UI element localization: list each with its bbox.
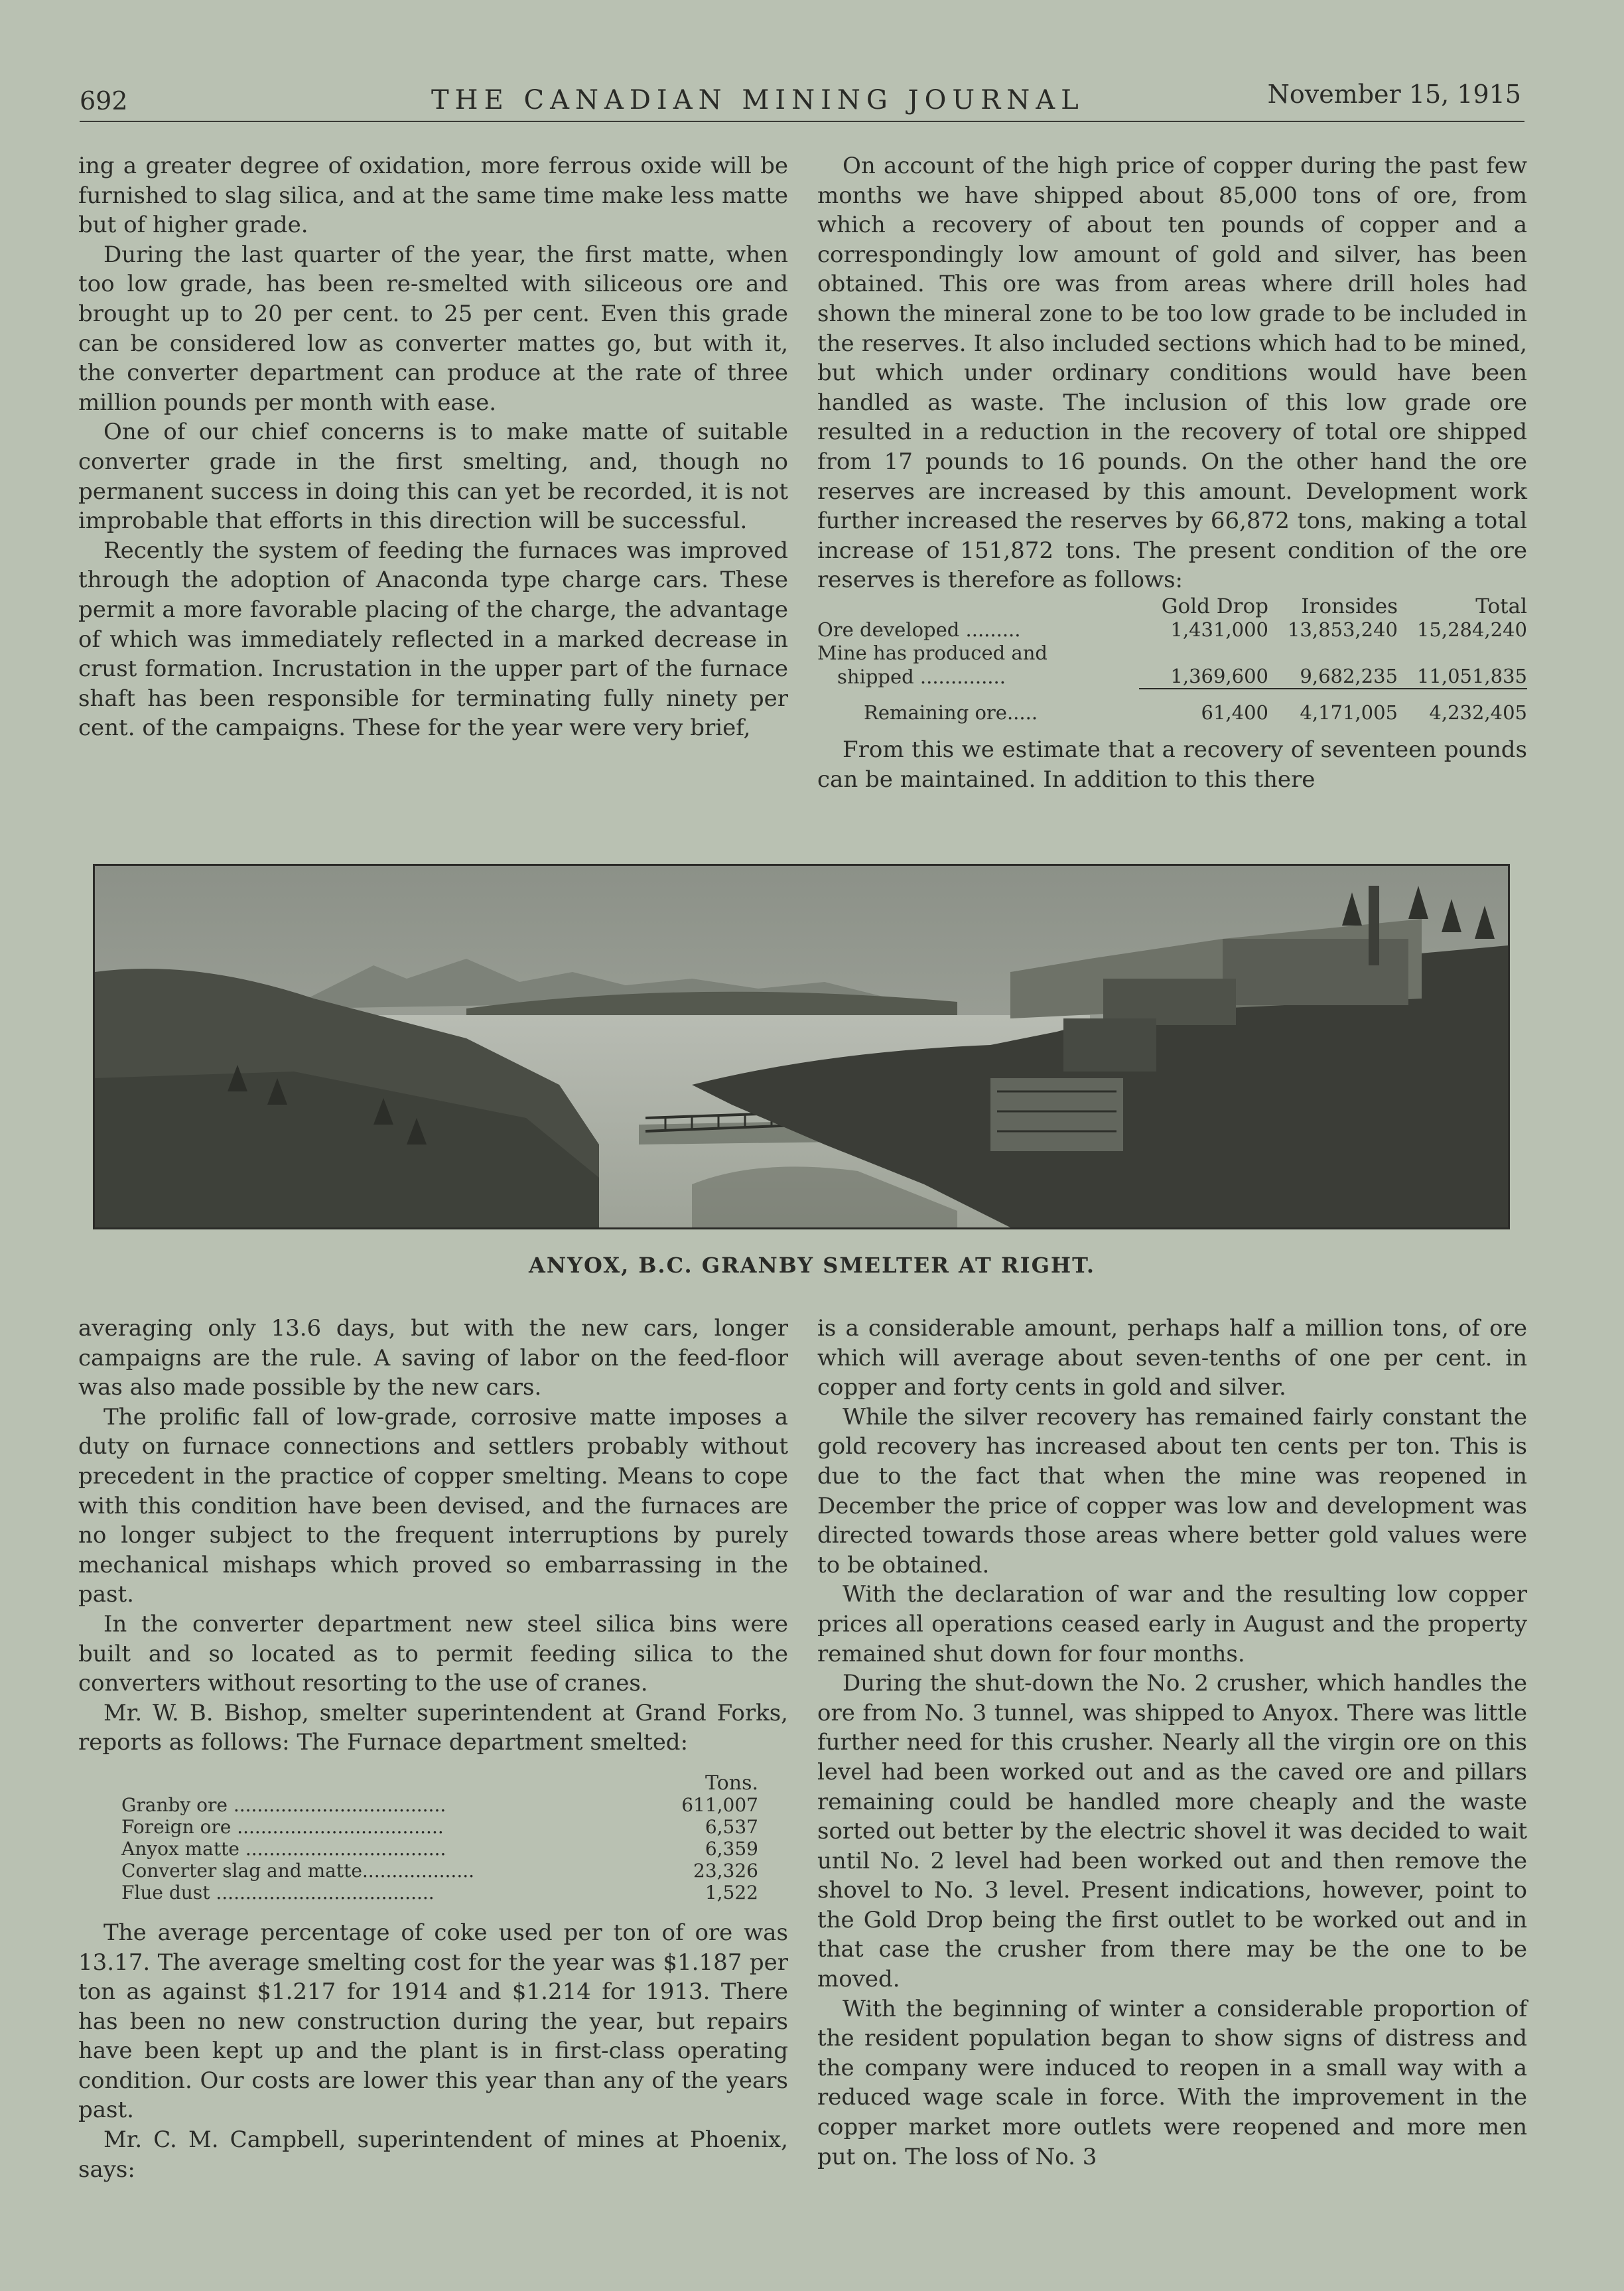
cell: 61,400 (1139, 689, 1268, 725)
page-number: 692 (80, 86, 128, 115)
row-label: Granby ore .................................... (121, 1793, 446, 1816)
column-header: Ironsides (1301, 594, 1398, 618)
column-header: Total (1475, 594, 1527, 618)
table-row (121, 1816, 758, 1838)
photo-caption: ANYOX, B.C. GRANBY SMELTER AT RIGHT. (529, 1253, 1095, 1278)
paragraph: In the converter department new steel silica bins were built and so located as to permit feeding silica to the converters without resorting to the use of cranes. (78, 1610, 788, 1697)
unit-header: Tons. (705, 1771, 758, 1795)
anyox-photograph (93, 864, 1510, 1229)
table-row (121, 1860, 758, 1882)
paragraph: From this we estimate that a recovery of seventeen pounds can be maintained. In addition to this there (817, 736, 1527, 793)
paragraph: Mr. W. B. Bishop, smelter superintendent at Grand Forks, reports as follows: The Furnace department smelted: (78, 1699, 788, 1756)
paragraph: During the last quarter of the year, the first matte, when too low grade, has been re-smelted with siliceous ore and brought up to 20 per cent. to 25 per cent. Even this grade can be considered low as converter mattes go, but with it, the converter department can produce at the rate of three million pounds per month with ease. (78, 241, 788, 416)
landscape-photo-illustration (95, 866, 1508, 1227)
table-row (817, 642, 1527, 665)
cell: 13,853,240 (1287, 618, 1398, 641)
top-right-column (817, 151, 1527, 794)
row-label: shipped .............. (837, 665, 1006, 688)
paragraph: With the beginning of winter a considerable proportion of the resident population began to show signs of distress and the company were induced to reopen in a small way with a reduced wage scale in force. With the improvement in the copper market more outlets were reopened and more men put on. The loss of No. 3 (817, 1995, 1527, 2170)
cell: 1,431,000 (1170, 618, 1268, 641)
paragraph: The prolific fall of low-grade, corrosive matte imposes a duty on furnace connections and settlers probably without precedent in the practice of copper smelting. Means to cope with this condition have been devised, and the furnaces are no longer subject to the frequent interruptions by purely mechanical mishaps which proved so embarrassing in the past. (78, 1403, 788, 1608)
table-row (121, 1882, 758, 1904)
table-row (121, 1838, 758, 1860)
table-row (817, 665, 1527, 689)
total-row (817, 689, 1527, 725)
paragraph: On account of the high price of copper during the past few months we have shipped about 85,000 tons of ore, from which a recovery of about ten pounds of copper and a correspondingly low amount of gold and silver, has been obtained. This ore was from areas where drill holes had shown the mineral zone to be too low grade to be included in the reserves. It also included sections which had to be mined, but which under ordinary conditions would have been handled as waste. The inclusion of this low grade ore resulted in a reduction in the recovery of total ore shipped from 17 pounds to 16 pounds. On the other hand the ore reserves are increased by this amount. Development work further increased the reserves by 66,872 tons, making a total increase of 151,872 tons. The present condition of the ore reserves is therefore as follows: (817, 153, 1527, 594)
bottom-right-column (817, 1314, 1527, 2172)
row-label: Remaining ore..... (864, 701, 1038, 724)
row-label: Anyox matte .................................. (121, 1837, 446, 1860)
page-header (0, 80, 1624, 119)
row-label: Mine has produced and (817, 641, 1048, 664)
row-label: Ore developed ......... (817, 618, 1021, 641)
smelting-table (121, 1772, 758, 1904)
cell: 23,326 (693, 1859, 758, 1882)
paragraph: The average percentage of coke used per ton of ore was 13.17. The average smelting cost for the year was $1.187 per ton as against $1.217 for 1914 and $1.214 for 1913. There has been no new construction during the year, but repairs have been kept up and the plant is in first-class operating condition. Our costs are lower this year than any of the years past. (78, 1919, 788, 2124)
row-label: Converter slag and matte................... (121, 1859, 475, 1882)
paragraph: ing a greater degree of oxidation, more ferrous oxide will be furnished to slag silica, and at the same time make less matte but of higher grade. (78, 153, 788, 239)
row-label: Foreign ore ................................... (121, 1815, 444, 1838)
cell: 1,369,600 (1170, 664, 1268, 687)
bottom-left-column (78, 1314, 788, 2184)
issue-date: November 15, 1915 (1267, 80, 1521, 109)
header-rule (80, 121, 1524, 122)
cell: 11,051,835 (1416, 664, 1527, 687)
cell: 15,284,240 (1416, 618, 1527, 641)
paragraph: While the silver recovery has remained fairly constant the gold recovery has increased about ten cents per ton. This is due to the fact that when the mine was reopened in December the price of copper was low and development was directed towards those areas where better gold values were to be obtained. (817, 1403, 1527, 1578)
paragraph: Recently the system of feeding the furnaces was improved through the adoption of Anaconda type charge cars. These permit a more favorable placing of the charge, the advantage of which was immediately reflected in a marked decrease in crust formation. Incrustation in the upper part of the furnace shaft has been responsible for terminating fully ninety per cent. of the campaigns. These for the year were very brief, (78, 537, 788, 742)
table-row (121, 1794, 758, 1816)
cell: 1,522 (705, 1881, 758, 1904)
cell: 611,007 (681, 1793, 758, 1816)
paragraph: With the declaration of war and the resulting low copper prices all operations ceased early in August and the property remained shut down for four months. (817, 1581, 1527, 1667)
table-row (817, 618, 1527, 642)
cell: 4,171,005 (1268, 689, 1398, 725)
cell: 4,232,405 (1398, 689, 1527, 725)
row-label: Flue dust ..................................... (121, 1881, 435, 1904)
paragraph: averaging only 13.6 days, but with the new cars, longer campaigns are the rule. A saving of labor on the feed-floor was also made possible by the new cars. (78, 1315, 788, 1401)
paragraph: One of our chief concerns is to make matte of suitable converter grade in the first smelting, and, though no permanent success in doing this can yet be recorded, it is not improbable that efforts in this direction will be successful. (78, 419, 788, 535)
paragraph: Mr. C. M. Campbell, superintendent of mines at Phoenix, says: (78, 2126, 788, 2183)
cell: 6,359 (705, 1837, 758, 1860)
table-header-row (817, 595, 1527, 618)
ore-reserves-table (817, 595, 1527, 735)
journal-title: THE CANADIAN MINING JOURNAL (431, 85, 1085, 115)
cell: 9,682,235 (1300, 664, 1398, 687)
table-header-row (121, 1772, 758, 1794)
cell: 6,537 (705, 1815, 758, 1838)
column-header: Gold Drop (1161, 594, 1268, 618)
paragraph: During the shut-down the No. 2 crusher, which handles the ore from No. 3 tunnel, was shipped to Anyox. There was little further need for this crusher. Nearly all the virgin ore on this level had been worked out and as the caved ore and pillars remaining could be handled more cheaply and the waste sorted out better by the electric shovel it was decided to wait until No. 2 level had been worked out and then remove the shovel to No. 3 level. Present indications, however, point to the Gold Drop being the first outlet to be worked out and in that case the crusher from there may be the one to be moved. (817, 1670, 1527, 1993)
top-left-column (78, 151, 788, 743)
paragraph: is a considerable amount, perhaps half a million tons, of ore which will average about seven-tenths of one per cent. in copper and forty cents in gold and silver. (817, 1315, 1527, 1401)
